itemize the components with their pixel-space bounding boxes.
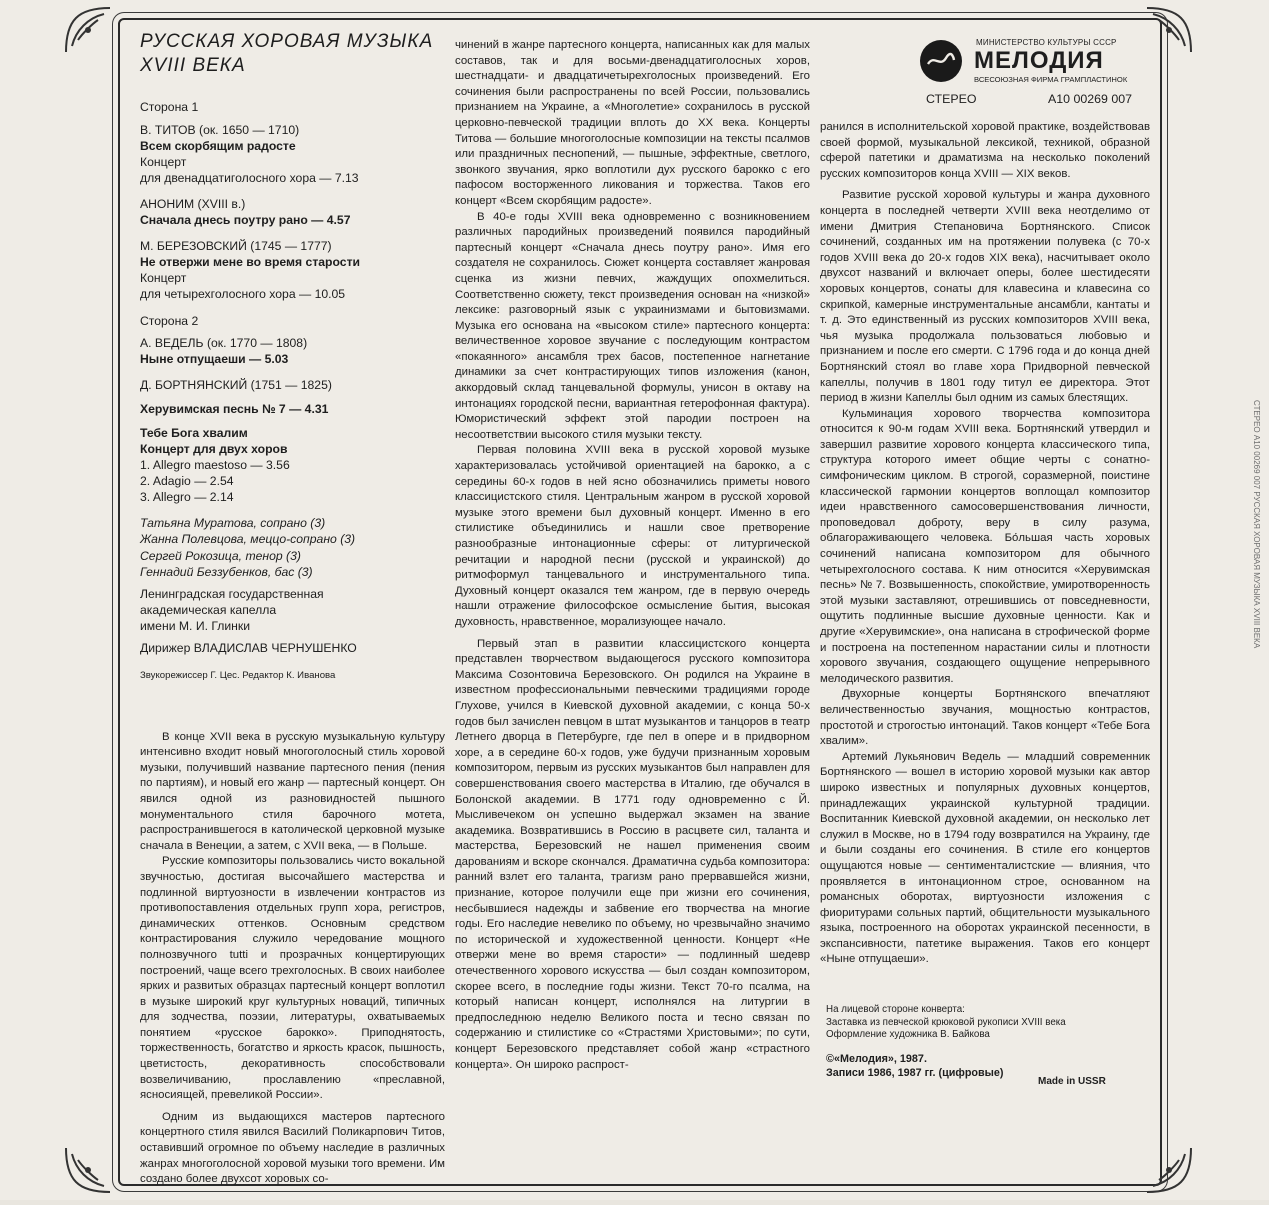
label-name: МЕЛОДИЯ: [974, 47, 1104, 74]
work-title: Тебе Бога хвалим: [140, 426, 248, 441]
composer-name: Д. БОРТНЯНСКИЙ: [140, 378, 248, 393]
cover-note: [826, 1004, 1146, 1042]
ornament-corner-top-right: [1139, 0, 1199, 60]
essay-paragraph: ранился в исполнительской хоровой практике, воздействовав своей формой, музыкальной лексикой, техникой, образной сферой патетики и драматизма на несколько поколений русских композиторов конца XVIII — XIX веков.: [820, 121, 1150, 180]
essay-paragraph: Кульминация хорового творчества композитора относится к 90-м годам XVIII века. Бортнянский утвердил и завершил развитие хорового концерта классического типа, структура которого имеет общие черты с сонатно-симфоническим циклом. В строгой, соразмерной, поистине классической гармонии концертов воплощал композитор идеи нравственного самосовершенствования личности, проповедовал доброту, веру в силу разума, облагораживающего человека. Бо́льшая часть хоровых сочинений написана композитором для обычного четырехголосного состава. К ним относится «Херувимская песнь» № 7. Возвышенность, спокойствие, умиротворенность этой музыки заставляют, отрешившись от повседневности, ощутить подлинные высшие духовные ценности. Как и другие «Херувимские», она написана в строфической форме и построена на постепенном нарастании силы и плотности хорового звучания, создающего ощущение непрерывного мелодического развития.: [820, 407, 1150, 685]
ornament-corner-top-left: [58, 0, 118, 60]
essay-paragraph: В конце XVII века в русскую музыкальную культуру интенсивно входит новый многоголосный стиль хоровой музыки, получивший название партесного пения (пения по партиям), и новый его жанр — партесный концерт. Он явился одной из разновидностей пышного монументального стиля барочного мотета, распространившегося в католической церковной музыке сначала в Венеции, а затем, с XVII века, — в Польше.: [140, 730, 445, 852]
track-titov: [140, 122, 445, 186]
soloist: Жанна Полевцова, меццо-сопрано (3): [140, 532, 356, 547]
movement: 2. Adagio — 2.54: [140, 474, 234, 489]
essay-paragraph: Двухорные концерты Бортнянского впечатляют величественностью звучания, мощностью контрастов, простотой и строгостью интонаций. Таков концерт «Тебе Бога хвалим».: [820, 688, 1150, 748]
composer-dates: (XVIII в.): [197, 196, 246, 211]
work-genre: Концерт для двух хоров: [140, 442, 288, 457]
production-credits: Звукорежиссер Г. Цес. Редактор К. Иванова: [140, 670, 336, 681]
composer-dates: (1745 — 1777): [250, 238, 332, 253]
copyright-block: [826, 1052, 1003, 1080]
melodiya-emblem-icon: [920, 40, 962, 82]
cover-note-line: Оформление художника В. Байкова: [826, 1029, 990, 1041]
recording-info: Записи 1986, 1987 гг. (цифровые): [826, 1067, 1004, 1079]
column-left: [140, 30, 445, 1188]
made-in-ussr: Made in USSR: [1038, 1076, 1106, 1087]
track-bortnyansky: [140, 377, 445, 505]
essay-paragraph: чинений в жанре партесного концерта, написанных как для малых составов, так и для восьми-двенадцатиголосных хоров, шестнадцати- и двадцатичетырехголосных произведений. Его сочинения были распространены по всей России, пользовались признанием на Украине, а «Многолетие» сохранилось в русской церковно-певческой традиции вплоть до XX века. Концерты Титова — большие многоголосные композиции на тексты псалмов или праздничных песнопений, — пышные, эффектные, светлого, звонкого звучания, ярко воплотили дух русского барокко с его пафосом восторженного ликования и торжества. Таков его концерт «Всем скорбящим радосте».: [455, 39, 810, 207]
essay-paragraph: Первый этап в развитии классицистского концерта представлен творчеством выдающегося русского композитора Максима Созонтовича Березовского. Он родился на Украине в известном профессиональными певческими традициями городе Глухове, учился в Киевской духовной академии, с конца 50-х годов был зачислен певцом в штат музыкантов и танцоров в театр Летнего дворца в Петербурге, где пел в опере и в придворном хоре, а в середине 60-х годов, уже будучи признанным хоровым композитором, первым из русских музыкантов был направлен для совершенствования своего мастерства в Италию, где обучался в Болонской академии. В 1771 году одновременно с Й. Мысливечеком он успешно выдержал экзамен на звание академика. Возвратившись в Россию в расцвете сил, таланта и мастерства, Березовский не нашел применения своим дарованиям и вскоре скончался. Драматична судьба композитора: ранний взлет его таланта, трагизм рано прервавшейся жизни, признание, которое получили еще при жизни его сочинения, несбывшиеся надежды и забвение его творчества на многие годы. Его наследие невелико по объему, но чрезвычайно значимо по исторической и художественной ценности. Концерт «Не отвержи мене во время старости» — подлинный шедевр отечественного хорового искусства — был создан композитором, скорее всего, в последние годы жизни. Текст 70-го псалма, на который написан концерт, исполнялся на литургии в предпоследнюю неделю Великого поста и тесно связан по содержанию и стилистике со «Страстями Христовыми»; по сути, концерт Березовского представляет собой жанр «страстного концерта». Он широко распрост-: [455, 637, 810, 1071]
choir-line: академическая капелла: [140, 603, 277, 617]
composer-dates: (ок. 1770 — 1808): [206, 336, 308, 351]
composer-name: М. БЕРЕЗОВСКИЙ: [140, 238, 247, 253]
ornament-corner-bottom-left: [58, 1140, 118, 1200]
firm-text: ВСЕСОЮЗНАЯ ФИРМА ГРАМПЛАСТИНОК: [974, 75, 1128, 84]
essay-column-1: [140, 730, 445, 1188]
work-scoring: для четырехголосного хора — 10.05: [140, 286, 346, 301]
soloist: Татьяна Муратова, сопрано (3): [140, 516, 326, 531]
spine-text: СТЕРЕО А10 00269 007 РУССКАЯ ХОРОВАЯ МУЗЫКА XVIII ВЕКА: [1252, 400, 1261, 649]
essay-paragraph: Развитие русской хоровой культуры и жанра духовного концерта в последней четверти XVIII века неотделимо от имени Дмитрия Степановича Бортнянского. Список сочинений, созданных им на протяжении полувека (с 70-х годов XVIII века до 20-х годов XIX века), насчитывает около двухсот названий и включает оперы, более шестидесяти хоровых концертов, сонаты для клавесина и клавесина со скрипкой, камерные инструментальные ансамбли, кантаты и т. д. Это единственный из русских композиторов XVIII века, чья музыка продолжала пользоваться любовью и признанием и после его смерти. С 1796 года и до конца дней Бортнянский стоял во главе хора Придворной певческой капеллы, получив в 1801 году титул ее директора. Этот период в жизни Капеллы был одним из самых блестящих.: [820, 189, 1150, 405]
work-title: Ныне отпущаеши — 5.03: [140, 352, 289, 367]
catalog-number: А10 00269 007: [1048, 92, 1133, 106]
track-berezovsky: [140, 238, 445, 302]
work-genre: Концерт: [140, 154, 187, 169]
choir-line: Ленинградская государственная: [140, 587, 324, 601]
cover-note-line: На лицевой стороне конверта:: [826, 1004, 965, 1015]
choir-name: [140, 586, 445, 634]
album-title-line2: XVIII ВЕКА: [140, 55, 246, 76]
soloist: Сергей Рокозица, тенор (3): [140, 548, 301, 563]
album-title: [140, 30, 445, 78]
conductor: Дирижер ВЛАДИСЛАВ ЧЕРНУШЕНКО: [140, 641, 357, 655]
work-scoring: для двенадцатиголосного хора — 7.13: [140, 170, 359, 185]
work-title: Всем скорбящим радосте: [140, 138, 296, 153]
side1-label: Сторона 1: [140, 100, 199, 114]
album-title-line1: РУССКАЯ ХОРОВАЯ МУЗЫКА: [140, 31, 434, 52]
melodiya-logo: [920, 38, 1140, 86]
composer-name: В. ТИТОВ: [140, 122, 196, 137]
track-vedel: [140, 335, 445, 367]
side2-label: Сторона 2: [140, 313, 199, 328]
composer-name: А. ВЕДЕЛЬ: [140, 336, 204, 351]
essay-paragraph: Одним из выдающихся мастеров партесного концертного стиля явился Василий Поликарпович Титов, оставивший огромное по объему наследие в различных жанрах многоголосной хоровой музыки того времени. Им создано более двухсот хоровых со-: [140, 1110, 445, 1186]
soloist: Геннадий Беззубенков, бас (3): [140, 564, 313, 579]
work-genre: Концерт: [140, 270, 187, 285]
choir-line: имени М. И. Глинки: [140, 619, 251, 633]
essay-paragraph: Русские композиторы пользовались чисто вокальной звучностью, достигая высочайшего мастерства и подлинной виртуозности в извлечении контрастов из противопоставления отдельных групп хора, регистров, динамических оттенков. Основным средством контрастирования служило чередование мощного полнозвучного tutti и прозрачных концертирующих построений, чаще всего трехголосных. В своих наиболее ярких и развитых образцах партесный концерт воплотил в музыке широкий круг культурных новаций, типичных для зодчества, поэзии, литературы, охватываемых понятием «русское барокко». Приподнятость, торжественность, богатство и яркость красок, пышность, цветистость, декоративность способствовали возвеличиванию, прославлению «преславной, ясносиящей, превеликой России».: [140, 855, 445, 1102]
essay-paragraph: Первая половина XVIII века в русской хоровой музыке характеризовалась устойчивой ориентацией на барокко, а с середины 60-х годов в ней ясно обозначились приметы нового классицистского стиля. Центральным жанром в русской хоровой музыке этого времени был духовный концерт. Именно в его стилистике объединились и нашли свое претворение разнообразные интонационные сферы: от литургической речитации и народной песни (русской и украинской) до ритмоформул танцевального и инструментального типа. Духовный концерт оказался тем жанром, где в первую очередь нашли отражение философское осмысление бытия, высокая духовность, нравственное, морализующее начало.: [455, 444, 810, 628]
ministry-text: МИНИСТЕРСТВО КУЛЬТУРЫ СССР: [976, 38, 1117, 47]
soloists-list: [140, 515, 445, 580]
work-title: Херувимская песнь № 7 — 4.31: [140, 402, 329, 417]
composer-dates: (1751 — 1825): [250, 378, 332, 393]
work-title: Не отвержи мене во время старости: [140, 254, 361, 269]
column-middle: [455, 38, 810, 1073]
copyright: ©«Мелодия», 1987.: [826, 1053, 927, 1065]
ornament-corner-bottom-right: [1139, 1140, 1199, 1200]
work-title: Сначала днесь поутру рано — 4.57: [140, 212, 351, 227]
composer-dates: (ок. 1650 — 1710): [199, 122, 300, 137]
essay-paragraph: Артемий Лукьянович Ведель — младший современник Бортнянского — вошел в историю хоровой музыки как автор широко известных и популярных духовных концертов, принадлежащих украинской культурной традиции. Воспитанник Киевской духовной академии, он несколько лет служил в Москве, но в 1794 году возвратился на Украину, где и были созданы его сочинения. В стиле его концертов ощущаются новые — сентименталистские — влияния, что проявляется в интонационном строе, основанном на романсных оборотах, виртуозности изложения с фиоритурами сольных партий, общительности музыкального языка, построенного на оборотах украинской песенности, в экспансивности, патетике выражения. Таков его концерт «Ныне отпущаеши».: [820, 750, 1150, 966]
cover-note-line: Заставка из певческой крюковой рукописи XVIII века: [826, 1016, 1066, 1028]
movement: 3. Allegro — 2.14: [140, 490, 234, 505]
stereo-mark: СТЕРЕО: [926, 92, 977, 106]
composer-name: АНОНИМ: [140, 196, 195, 211]
track-anonym: [140, 196, 445, 228]
column-right: [820, 120, 1150, 968]
movement: 1. Allegro maestoso — 3.56: [140, 458, 290, 473]
essay-paragraph: В 40-е годы XVIII века одновременно с возникновением различных пародийных произведений появился пародийный партесный концерт «Сначала днесь поутру рано». Имя его создателя не сохранилось. Сюжет концерта составляет жанровая сценка из жизни певчих, жаждущих опохмелиться. Соответственно сюжету, текст произведения основан на «низкой» лексике: разговорный язык с украинизмами и бытовизмами. Музыка его основана на «высоком стиле» партесного концерта: величественное хоровое звучание с последующим контрастом «покаянного» ансамбля трех басов, постепенное нагнетание динамики за счет контрастирующих типов изложения (канон, аккордовый склад танцевальной формулы, унисон в октаву на интонациях городской песни, вариантная гетерофонная фактура). Юмористический эффект этой пародии построен на несоответствии высокого стиля музыки тексту.: [455, 210, 810, 441]
